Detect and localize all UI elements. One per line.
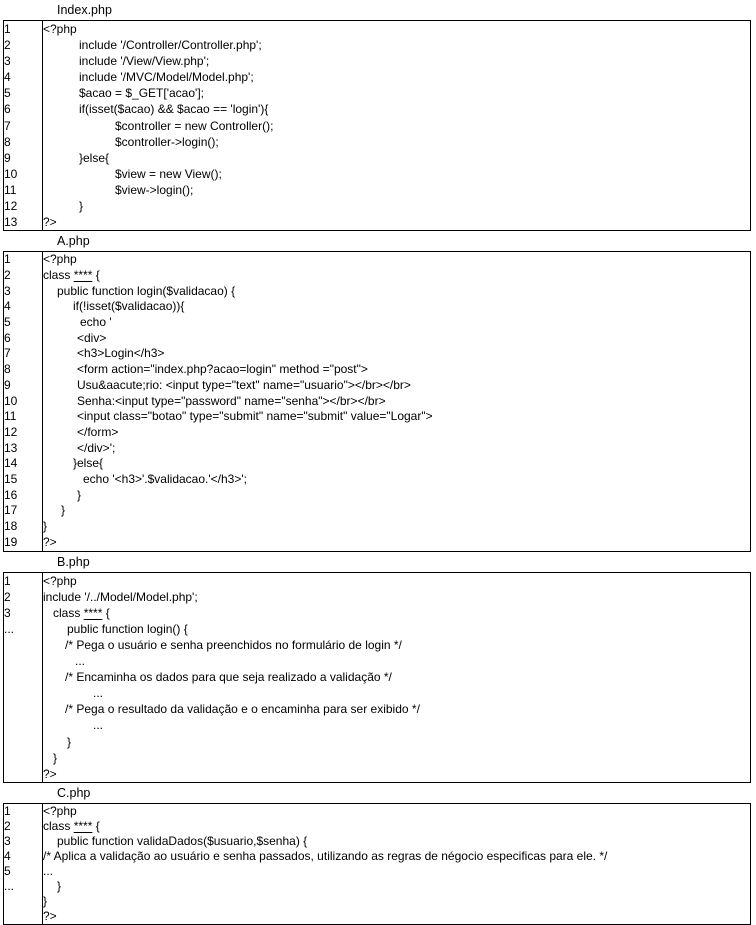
code-line: [4, 894, 751, 909]
code-line: [4, 362, 751, 378]
code-text: if(isset($acao) && $acao == 'login'){: [79, 102, 269, 117]
line-number: 2: [4, 819, 43, 834]
line-number: ...: [4, 879, 43, 894]
line-number: 3: [4, 53, 43, 69]
code-text: ...: [43, 863, 54, 878]
code-line: [4, 669, 751, 685]
line-number: [4, 766, 43, 783]
line-number: [4, 685, 43, 701]
code-text: $acao = $_GET['acao'];: [79, 86, 204, 101]
code-line: [4, 879, 751, 894]
line-number: 2: [4, 37, 43, 53]
code-line: [4, 488, 751, 504]
line-number: 12: [4, 198, 43, 214]
line-number: 12: [4, 425, 43, 441]
code-line: [4, 456, 751, 472]
code-text: }: [79, 199, 84, 214]
code-line: [4, 849, 751, 864]
code-line: [4, 37, 751, 53]
code-line: [4, 214, 751, 231]
line-number: 3: [4, 605, 43, 621]
code-line: [4, 150, 751, 166]
line-number: 4: [4, 299, 43, 315]
line-number: ...: [4, 621, 43, 637]
code-line: [4, 118, 751, 134]
code-text: <div>: [77, 330, 107, 345]
code-line: [4, 621, 751, 637]
line-number: 5: [4, 315, 43, 331]
line-number: 9: [4, 378, 43, 394]
code-text: include '/MVC/Model/Model.php';: [79, 70, 254, 85]
line-number: 7: [4, 118, 43, 134]
code-line: [4, 766, 751, 783]
code-text: Senha:<input type="password" name="senha"></br></br>: [77, 393, 386, 408]
line-number: 19: [4, 535, 43, 551]
code-line: [4, 535, 751, 551]
line-number: 13: [4, 441, 43, 457]
masked-class-name: ****: [83, 605, 103, 620]
code-line: [4, 819, 751, 834]
code-line: [4, 441, 751, 457]
code-text: }else{: [73, 456, 104, 471]
code-text: ?>: [43, 766, 57, 781]
line-number: 10: [4, 166, 43, 182]
code-text: include '/Controller/Controller.php';: [79, 38, 262, 53]
line-number: 16: [4, 488, 43, 504]
listing-title-b-php: B.php: [57, 554, 90, 569]
line-number: 1: [4, 803, 43, 819]
code-text: <form action="index.php?acao=login" method ="post">: [77, 362, 368, 377]
code-text: echo '<h3>'.$validacao.'</h3>';: [83, 472, 247, 487]
code-line: [4, 637, 751, 653]
line-number: 17: [4, 503, 43, 519]
code-line: [4, 572, 751, 589]
code-line: [4, 409, 751, 425]
code-line: [4, 685, 751, 701]
line-number: 18: [4, 519, 43, 535]
line-number: 8: [4, 134, 43, 150]
code-line: [4, 519, 751, 535]
code-text: class **** {: [43, 267, 100, 282]
code-line: [4, 653, 751, 669]
code-line: [4, 734, 751, 750]
code-line: [4, 331, 751, 347]
listing-title-c-php: C.php: [57, 785, 91, 800]
code-text: ?>: [43, 215, 57, 230]
code-line: [4, 166, 751, 182]
code-line: [4, 21, 751, 38]
code-line: [4, 864, 751, 879]
code-text: <?php: [43, 803, 77, 818]
code-text: <?php: [43, 22, 77, 36]
line-number: 7: [4, 346, 43, 362]
code-text: </form>: [77, 424, 119, 439]
line-number: 8: [4, 362, 43, 378]
code-line: [4, 268, 751, 284]
code-line: [4, 182, 751, 198]
code-text: <?php: [43, 573, 77, 588]
code-text: echo ': [80, 315, 112, 330]
code-line: [4, 503, 751, 519]
code-line: [4, 69, 751, 85]
line-number: 11: [4, 182, 43, 198]
line-number: [4, 894, 43, 909]
line-number: [4, 750, 43, 766]
code-text: }: [61, 503, 66, 518]
line-number: 1: [4, 252, 43, 268]
masked-class-name: ****: [73, 267, 93, 282]
code-line: [4, 315, 751, 331]
code-text: </div>';: [77, 440, 116, 455]
line-number: 3: [4, 284, 43, 300]
code-text: ...: [93, 718, 104, 733]
code-text: }else{: [79, 150, 110, 165]
code-line: [4, 198, 751, 214]
code-line: [4, 378, 751, 394]
line-number: 3: [4, 834, 43, 849]
code-text: include '/../Model/Model.php';: [43, 589, 198, 604]
code-text: <?php: [43, 252, 77, 267]
line-number: 9: [4, 150, 43, 166]
code-text: Usu&aacute;rio: <input type="text" name="usuario"></br></br>: [77, 377, 411, 392]
line-number: [4, 701, 43, 717]
code-text: if(!isset($validacao)){: [73, 299, 185, 314]
line-number: 5: [4, 864, 43, 879]
code-text: $controller->login();: [115, 134, 219, 149]
line-number: [4, 653, 43, 669]
code-listing-a-php: [3, 251, 751, 551]
code-text: $view = new View();: [115, 166, 222, 181]
line-number: 6: [4, 101, 43, 117]
code-text: public function login() {: [67, 621, 188, 636]
code-line: [4, 346, 751, 362]
line-number: 1: [4, 572, 43, 589]
code-text: /* Pega o usuário e senha preenchidos no formulário de login */: [65, 637, 402, 652]
line-number: 5: [4, 85, 43, 101]
listing-title-a-php: A.php: [57, 234, 90, 249]
line-number: [4, 909, 43, 925]
code-text: <input class="botao" type="submit" name="submit" value="Logar">: [77, 409, 433, 424]
code-listing-b-php: [3, 572, 751, 783]
code-listing-c-php: [3, 803, 751, 925]
line-number: 13: [4, 214, 43, 231]
code-text: }: [67, 734, 72, 749]
code-text: /* Pega o resultado da validação e o encaminha para ser exibido */: [65, 702, 420, 717]
line-number: 4: [4, 849, 43, 864]
code-text: ...: [75, 654, 86, 669]
line-number: 11: [4, 409, 43, 425]
code-text: }: [43, 519, 48, 534]
code-text: $view->login();: [115, 182, 194, 197]
line-number: [4, 734, 43, 750]
code-line: [4, 834, 751, 849]
code-text: public function validaDados($usuario,$senha) {: [57, 833, 308, 848]
code-listing-index-php: [3, 20, 751, 231]
code-line: [4, 605, 751, 621]
code-listings-document: [0, 2, 756, 925]
code-line: [4, 134, 751, 150]
code-line: [4, 101, 751, 117]
code-line: [4, 85, 751, 101]
code-text: include '/View/View.php';: [79, 54, 210, 69]
code-text: }: [77, 487, 82, 502]
masked-class-name: ****: [73, 818, 93, 833]
code-line: [4, 717, 751, 733]
code-text: /* Aplica a validação ao usuário e senha passados, utilizando as regras de négocio especificas para ele. */: [43, 848, 608, 863]
code-text: ?>: [43, 534, 57, 549]
code-text: ?>: [43, 908, 57, 923]
code-text: class **** {: [53, 605, 110, 620]
code-line: [4, 53, 751, 69]
line-number: 2: [4, 589, 43, 605]
code-text: ...: [93, 686, 104, 701]
listing-title-index-php: Index.php: [57, 3, 112, 17]
code-line: [4, 284, 751, 300]
code-text: class **** {: [43, 818, 100, 833]
line-number: [4, 669, 43, 685]
code-line: [4, 425, 751, 441]
line-number: 10: [4, 394, 43, 410]
code-text: }: [57, 878, 62, 893]
code-line: [4, 750, 751, 766]
code-text: }: [43, 893, 48, 908]
code-line: [4, 589, 751, 605]
code-text: }: [53, 750, 58, 765]
line-number: 4: [4, 69, 43, 85]
line-number: 14: [4, 456, 43, 472]
code-line: [4, 909, 751, 925]
code-line: [4, 701, 751, 717]
line-number: [4, 637, 43, 653]
line-number: 15: [4, 472, 43, 488]
code-line: [4, 472, 751, 488]
code-text: /* Encaminha os dados para que seja realizado a validação */: [65, 670, 392, 685]
line-number: 6: [4, 331, 43, 347]
line-number: 2: [4, 268, 43, 284]
line-number: [4, 717, 43, 733]
code-text: public function login($validacao) {: [57, 283, 236, 298]
code-line: [4, 394, 751, 410]
code-line: [4, 252, 751, 268]
code-text: $controller = new Controller();: [115, 118, 274, 133]
code-line: [4, 803, 751, 819]
line-number: 1: [4, 21, 43, 38]
code-line: [4, 299, 751, 315]
code-text: <h3>Login</h3>: [77, 346, 165, 361]
